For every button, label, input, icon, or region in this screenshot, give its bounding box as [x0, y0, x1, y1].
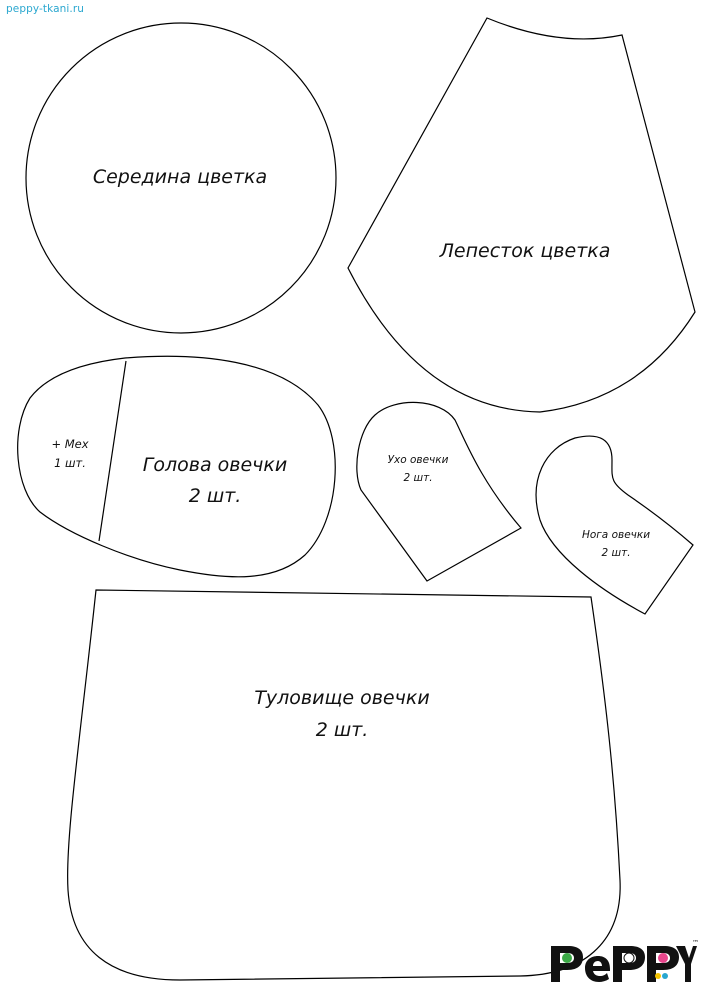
sheep-body-count: 2 шт. — [315, 719, 369, 741]
peppy-logo — [547, 938, 697, 986]
sheep-body-piece — [68, 590, 621, 980]
site-url[interactable]: peppy-tkani.ru — [6, 3, 85, 15]
sheep-head-label: Голова овечки — [142, 454, 288, 476]
sheep-head-count: 2 шт. — [188, 485, 242, 507]
flower-petal-label: Лепесток цветка — [439, 240, 611, 262]
peppy-logo-mark — [551, 946, 697, 982]
sheep-head-piece — [18, 356, 336, 577]
flower-center-label: Середина цветка — [92, 166, 268, 188]
fur-count: 1 шт. — [54, 456, 86, 470]
flower-center-piece — [26, 23, 336, 333]
sheep-ear-label: Ухо овечки — [387, 454, 449, 466]
sheep-leg-piece — [536, 436, 693, 614]
fur-divider-line — [99, 361, 126, 541]
fur-label: + Мех — [51, 437, 89, 451]
trademark-symbol: ™ — [692, 939, 699, 947]
flower-petal-piece — [348, 18, 695, 412]
sheep-ear-piece — [357, 402, 521, 581]
sheep-leg-count: 2 шт. — [601, 547, 631, 559]
sheep-body-label: Туловище овечки — [254, 687, 430, 709]
sheep-leg-label: Нога овечки — [581, 529, 651, 541]
sheep-ear-count: 2 шт. — [403, 472, 433, 484]
